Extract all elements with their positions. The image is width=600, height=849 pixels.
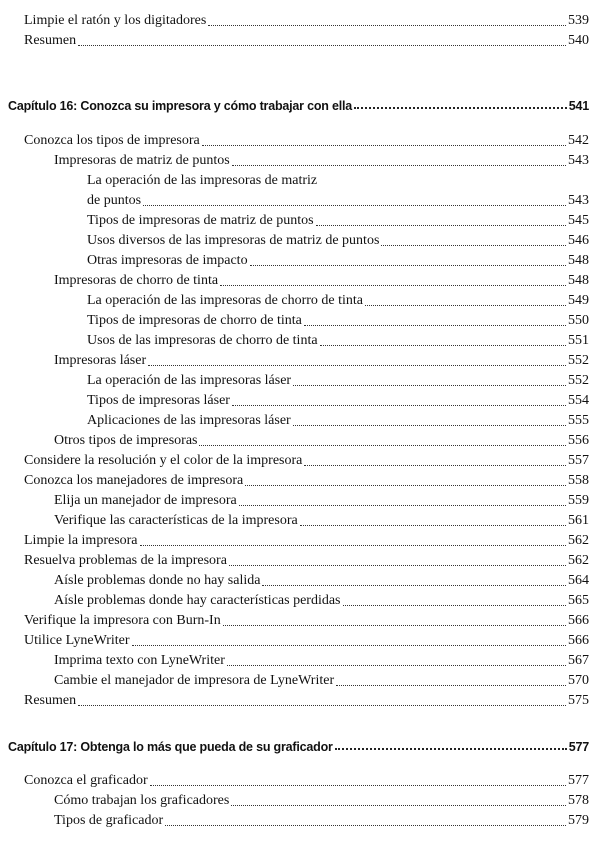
toc-entry: [0, 331, 600, 351]
dot-leader: [336, 684, 566, 686]
entry-page-number: 543: [568, 153, 589, 168]
chapter-title: Capítulo 16: Conozca su impresora y cómo trabajar con ella: [8, 99, 353, 113]
dot-leader: [208, 24, 566, 26]
chapter-16-entries: [0, 131, 600, 711]
entry-page-number: 562: [568, 533, 589, 548]
entry-title: Limpie la impresora: [24, 533, 138, 548]
dot-leader: [165, 824, 566, 826]
entry-title: Otros tipos de impresoras: [54, 433, 198, 448]
entry-page-number: 546: [568, 233, 589, 248]
toc-entry: [0, 471, 600, 491]
dot-leader: [300, 524, 566, 526]
dot-leader: [78, 704, 566, 706]
dot-leader: [320, 344, 566, 346]
entry-page-number: 552: [568, 353, 589, 368]
entry-title: Resumen: [24, 693, 77, 708]
entry-title: Tipos de graficador: [54, 813, 164, 828]
toc-entry: [0, 551, 600, 571]
chapter-17-entries: [0, 771, 600, 831]
entry-title: Resuelva problemas de la impresora: [24, 553, 227, 568]
dot-leader: [143, 204, 566, 206]
entry-page-number: 575: [568, 693, 589, 708]
dot-leader: [220, 284, 566, 286]
toc-entry: [0, 371, 600, 391]
toc-entry: [0, 391, 600, 411]
toc-entry: [0, 491, 600, 511]
dot-leader: [232, 404, 566, 406]
dot-leader: [231, 804, 566, 806]
entry-title: Aísle problemas donde no hay salida: [54, 573, 261, 588]
entry-title: Tipos de impresoras de matriz de puntos: [87, 213, 314, 228]
toc-entry: [0, 411, 600, 431]
dot-leader: [232, 164, 566, 166]
entry-title: Impresoras láser: [54, 353, 147, 368]
entry-title: de puntos: [87, 193, 142, 208]
entry-title: Conozca los manejadores de impresora: [24, 473, 244, 488]
entry-page-number: 554: [568, 393, 589, 408]
toc-entry: [0, 231, 600, 251]
dot-leader: [262, 584, 566, 586]
entry-page-number: 543: [568, 193, 589, 208]
toc-entry: [0, 791, 600, 811]
entry-page-number: 565: [568, 593, 589, 608]
entry-page-number: 556: [568, 433, 589, 448]
entry-page-number: 562: [568, 553, 589, 568]
entry-title: Cambie el manejador de impresora de LyneWriter: [54, 673, 335, 688]
dot-leader: [365, 304, 566, 306]
dot-leader: [335, 747, 567, 750]
toc-entry: [0, 651, 600, 671]
toc-entry: [0, 511, 600, 531]
entry-title: Resumen: [24, 33, 77, 48]
toc-entry: [0, 671, 600, 691]
toc-entry: [0, 811, 600, 831]
entry-page-number: 555: [568, 413, 589, 428]
dot-leader: [304, 464, 566, 466]
entry-title: Tipos de impresoras de chorro de tinta: [87, 313, 302, 328]
toc-entry: [0, 191, 600, 211]
dot-leader: [250, 264, 566, 266]
entry-title: Otras impresoras de impacto: [87, 253, 248, 268]
toc-entry: [0, 311, 600, 331]
toc-entry: [0, 431, 600, 451]
dot-leader: [229, 564, 566, 566]
entry-page-number: 567: [568, 653, 589, 668]
previous-chapter-entries: [0, 11, 600, 51]
dot-leader: [304, 324, 566, 326]
dot-leader: [199, 444, 566, 446]
entry-page-number: 548: [568, 253, 589, 268]
toc-entry: [0, 291, 600, 311]
entry-page-number: 557: [568, 453, 589, 468]
toc-entry: [0, 11, 600, 31]
chapter-page-number: 541: [568, 99, 589, 113]
entry-page-number: 578: [568, 793, 589, 808]
dot-leader: [245, 484, 566, 486]
dot-leader: [316, 224, 566, 226]
entry-title: Limpie el ratón y los digitadores: [24, 13, 207, 28]
toc-entry: [0, 631, 600, 651]
entry-page-number: 579: [568, 813, 589, 828]
entry-page-number: 564: [568, 573, 589, 588]
entry-title: Conozca el graficador: [24, 773, 148, 788]
dot-leader: [150, 784, 566, 786]
dot-leader: [239, 504, 566, 506]
entry-page-number: 542: [568, 133, 589, 148]
entry-page-number: 558: [568, 473, 589, 488]
toc-entry: [0, 591, 600, 611]
entry-title: Aplicaciones de las impresoras láser: [87, 413, 291, 428]
dot-leader: [140, 544, 566, 546]
dot-leader: [132, 644, 566, 646]
entry-title: Usos de las impresoras de chorro de tinta: [87, 333, 318, 348]
entry-title: Conozca los tipos de impresora: [24, 133, 200, 148]
dot-leader: [78, 44, 566, 46]
entry-page-number: 570: [568, 673, 589, 688]
toc-entry: [0, 611, 600, 631]
toc-entry: [0, 531, 600, 551]
toc-entry: [0, 351, 600, 371]
toc-entry: [0, 151, 600, 171]
entry-page-number: 561: [568, 513, 589, 528]
dot-leader: [223, 624, 566, 626]
toc-entry: [0, 31, 600, 51]
entry-title: Impresoras de chorro de tinta: [54, 273, 219, 288]
toc-entry: [0, 691, 600, 711]
entry-title: Utilice LyneWriter: [24, 633, 130, 648]
entry-page-number: 540: [568, 33, 589, 48]
entry-title: La operación de las impresoras de matriz: [87, 173, 318, 188]
dot-leader: [354, 106, 567, 109]
entry-title: Cómo trabajan los graficadores: [54, 793, 230, 808]
entry-page-number: 550: [568, 313, 589, 328]
entry-title: Verifique la impresora con Burn-In: [24, 613, 221, 628]
toc-entry: [0, 251, 600, 271]
toc-entry: [0, 771, 600, 791]
dot-leader: [227, 664, 566, 666]
entry-title: Considere la resolución y el color de la impresora: [24, 453, 303, 468]
chapter-page-number: 577: [568, 740, 589, 754]
entry-title: Verifique las características de la impresora: [54, 513, 298, 528]
entry-page-number: 559: [568, 493, 589, 508]
entry-title: Elija un manejador de impresora: [54, 493, 237, 508]
chapter-title: Capítulo 17: Obtenga lo más que pueda de su graficador: [8, 740, 333, 754]
toc-entry: [0, 571, 600, 591]
toc-entry: [0, 171, 600, 191]
entry-page-number: 548: [568, 273, 589, 288]
entry-page-number: 566: [568, 613, 589, 628]
toc-entry: [0, 211, 600, 231]
chapter-16-heading: [0, 91, 600, 113]
dot-leader: [202, 144, 566, 146]
chapter-17-heading: [0, 732, 600, 754]
toc-entry: [0, 271, 600, 291]
entry-title: Aísle problemas donde hay características perdidas: [54, 593, 341, 608]
entry-page-number: 549: [568, 293, 589, 308]
toc-entry: [0, 451, 600, 471]
entry-page-number: 577: [568, 773, 589, 788]
dot-leader: [148, 364, 566, 366]
entry-title: Tipos de impresoras láser: [87, 393, 230, 408]
entry-title: Impresoras de matriz de puntos: [54, 153, 230, 168]
entry-page-number: 545: [568, 213, 589, 228]
entry-title: La operación de las impresoras de chorro de tinta: [87, 293, 364, 308]
dot-leader: [293, 384, 566, 386]
toc-entry: [0, 131, 600, 151]
dot-leader: [381, 244, 566, 246]
entry-page-number: 539: [568, 13, 589, 28]
dot-leader: [343, 604, 566, 606]
dot-leader: [293, 424, 566, 426]
entry-page-number: 552: [568, 373, 589, 388]
entry-title: La operación de las impresoras láser: [87, 373, 292, 388]
entry-title: Usos diversos de las impresoras de matriz de puntos: [87, 233, 380, 248]
entry-page-number: 566: [568, 633, 589, 648]
entry-page-number: 551: [568, 333, 589, 348]
dot-leader: [319, 185, 587, 186]
entry-title: Imprima texto con LyneWriter: [54, 653, 225, 668]
